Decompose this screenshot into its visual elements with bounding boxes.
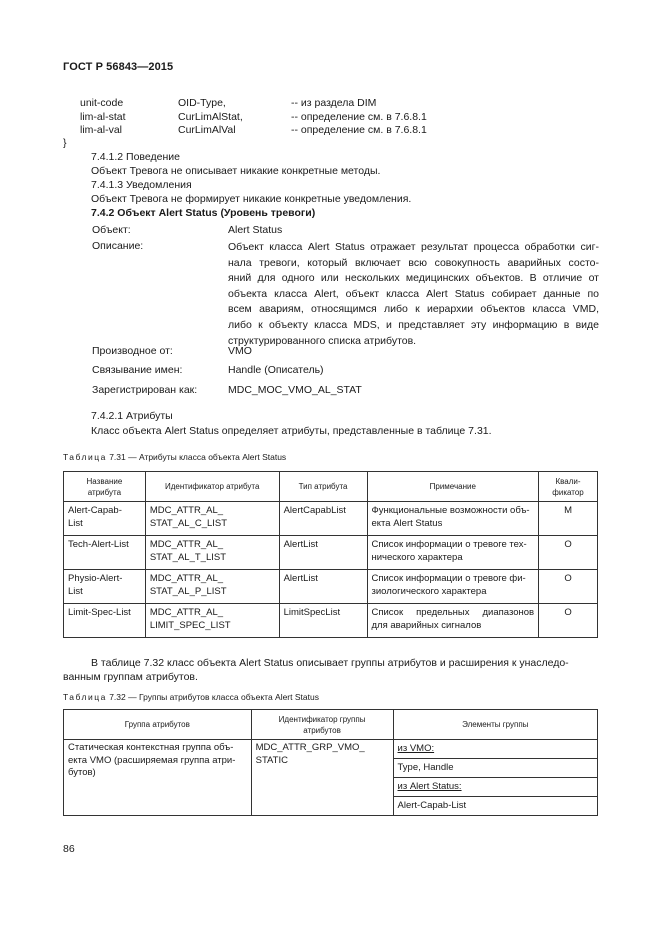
table-header-row bbox=[64, 710, 598, 740]
cell-qualifier: M bbox=[539, 502, 598, 536]
registered-label: Зарегистрирован как: bbox=[92, 384, 198, 396]
description-line: всем авариям, относящимся либо к иерархии объектов класса VMD, bbox=[228, 303, 599, 316]
code-attr-comment: -- определение см. в 7.6.8.1 bbox=[291, 111, 427, 123]
code-closing-brace: } bbox=[63, 137, 67, 149]
object-label: Объект: bbox=[92, 224, 131, 236]
description-line: Объект класса Alert Status отражает результат процесса обработки сиг- bbox=[228, 241, 599, 253]
table-row bbox=[64, 604, 598, 638]
table-732 bbox=[63, 709, 598, 816]
cell-attr-id: MDC_ATTR_AL_ STAT_AL_T_LIST bbox=[145, 536, 279, 570]
cell-group-id: MDC_ATTR_GRP_VMO_ STATIC bbox=[251, 740, 393, 816]
behavior-text: Объект Тревога не описывает никакие конкретные методы. bbox=[91, 165, 381, 177]
cell-attr-name: Physio-Alert- List bbox=[64, 570, 146, 604]
page-header-standard: ГОСТ Р 56843—2015 bbox=[63, 61, 174, 73]
description-line: структурированного списка атрибутов. bbox=[228, 334, 417, 347]
code-attr-type: CurLimAlVal bbox=[178, 124, 236, 136]
cell-attr-id: MDC_ATTR_AL_ LIMIT_SPEC_LIST bbox=[145, 604, 279, 638]
attributes-text: Класс объекта Alert Status определяет атрибуты, представленные в таблице 7.31. bbox=[91, 425, 492, 437]
cell-attr-type: AlertList bbox=[279, 536, 367, 570]
notifications-heading: 7.4.1.3 Уведомления bbox=[91, 179, 192, 191]
cell-note: Список информации о тревоге фи- зиологического характера bbox=[367, 570, 539, 604]
cell-qualifier: O bbox=[539, 604, 598, 638]
caption-text: 7.32 — Группы атрибутов класса объекта Alert Status bbox=[106, 692, 319, 702]
derived-value: VMO bbox=[228, 345, 252, 357]
table-row bbox=[64, 536, 598, 570]
caption-text: 7.31 — Атрибуты класса объекта Alert Status bbox=[106, 452, 287, 462]
object-value: Alert Status bbox=[228, 224, 283, 236]
description-text bbox=[228, 240, 599, 349]
description-line: яний для одного или нескольких медицинских объектов. В отличие от bbox=[228, 272, 599, 285]
header-attr-name: Название атрибута bbox=[64, 472, 146, 502]
header-qualifier: Квали- фикатор bbox=[539, 472, 598, 502]
header-group-elements: Элементы группы bbox=[393, 710, 597, 740]
group-element: Alert-Capab-List bbox=[397, 800, 467, 811]
cell-attr-id: MDC_ATTR_AL_ STAT_AL_C_LIST bbox=[145, 502, 279, 536]
registered-value: MDC_MOC_VMO_AL_STAT bbox=[228, 384, 362, 396]
cell-attr-name: Tech-Alert-List bbox=[64, 536, 146, 570]
cell-note: Список информации о тревоге тех- нического характера bbox=[367, 536, 539, 570]
cell-qualifier: O bbox=[539, 536, 598, 570]
group-element: из Alert Status: bbox=[394, 778, 597, 797]
description-line: нала тревоги, который включает всю совокупность аварийных состо- bbox=[228, 256, 599, 269]
cell-qualifier: O bbox=[539, 570, 598, 604]
cell-attr-type: AlertList bbox=[279, 570, 367, 604]
alert-status-heading: 7.4.2 Объект Alert Status (Уровень тревоги) bbox=[91, 207, 316, 219]
code-attr-name: unit-code bbox=[80, 97, 124, 109]
cell-group-name: Статическая контекстная группа объ- екта VMO (расширяемая группа атри- бутов) bbox=[64, 740, 252, 816]
header-group-id: Идентификатор группы атрибутов bbox=[251, 710, 393, 740]
paragraph-732-line1: В таблице 7.32 класс объекта Alert Status описывает группы атрибутов и расширения к унаследо- bbox=[91, 657, 569, 669]
header-attr-id: Идентификатор атрибута bbox=[145, 472, 279, 502]
cell-note: Список предельных диапазонов для аварийных сигналов bbox=[367, 604, 539, 638]
naming-value: Handle (Описатель) bbox=[228, 364, 324, 376]
cell-attr-type: AlertCapabList bbox=[279, 502, 367, 536]
code-attr-name: lim-al-val bbox=[80, 124, 122, 136]
description-label: Описание: bbox=[92, 240, 144, 252]
caption-prefix: Таблица bbox=[63, 692, 107, 702]
header-attr-type: Тип атрибута bbox=[279, 472, 367, 502]
code-attr-type: OID-Type, bbox=[178, 97, 226, 109]
group-element: Type, Handle bbox=[394, 759, 597, 778]
caption-prefix: Таблица bbox=[63, 452, 107, 462]
group-element: из VMO: bbox=[394, 740, 597, 759]
notifications-text: Объект Тревога не формирует никакие конкретные уведомления. bbox=[91, 193, 412, 205]
page-number: 86 bbox=[63, 843, 75, 855]
cell-group-elements bbox=[393, 740, 597, 816]
paragraph-732-line2: ванным группам атрибутов. bbox=[63, 671, 198, 683]
table-732-caption bbox=[63, 692, 319, 702]
header-attr-group: Группа атрибутов bbox=[64, 710, 252, 740]
code-attr-type: CurLimAlStat, bbox=[178, 111, 243, 123]
cell-attr-name: Alert-Capab- List bbox=[64, 502, 146, 536]
table-731-caption bbox=[63, 452, 286, 462]
table-row bbox=[64, 740, 598, 816]
cell-attr-type: LimitSpecList bbox=[279, 604, 367, 638]
cell-note: Функциональные возможности объ- екта Alert Status bbox=[367, 502, 539, 536]
code-attr-name: lim-al-stat bbox=[80, 111, 126, 123]
description-line: объекта класса Alert, объект класса Alert Status собирает данные по bbox=[228, 287, 599, 300]
table-731 bbox=[63, 471, 598, 638]
header-note: Примечание bbox=[367, 472, 539, 502]
description-line: либо к объекту класса MDS, и представляет эту информацию в виде bbox=[228, 318, 599, 331]
attributes-heading: 7.4.2.1 Атрибуты bbox=[91, 410, 173, 422]
code-attr-comment: -- определение см. в 7.6.8.1 bbox=[291, 124, 427, 136]
table-row bbox=[64, 570, 598, 604]
code-attr-comment: -- из раздела DIM bbox=[291, 97, 377, 109]
derived-label: Производное от: bbox=[92, 345, 173, 357]
table-row bbox=[64, 502, 598, 536]
table-header-row bbox=[64, 472, 598, 502]
cell-attr-id: MDC_ATTR_AL_ STAT_AL_P_LIST bbox=[145, 570, 279, 604]
cell-attr-name: Limit-Spec-List bbox=[64, 604, 146, 638]
behavior-heading: 7.4.1.2 Поведение bbox=[91, 151, 180, 163]
naming-label: Связывание имен: bbox=[92, 364, 183, 376]
